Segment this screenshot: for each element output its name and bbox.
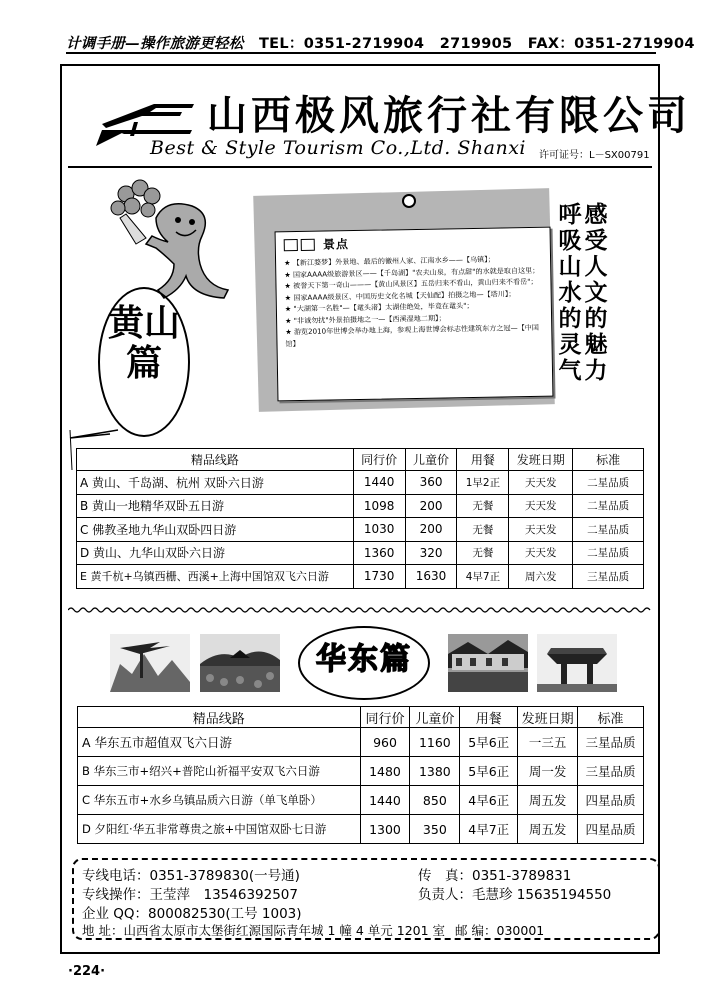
price-cell: 1480 <box>360 757 410 786</box>
huadong-badge-text: 华东篇 <box>316 642 412 677</box>
date-cell: 周一发 <box>518 757 578 786</box>
meal-cell: 4早6正 <box>460 786 518 815</box>
operator-value: 王莹萍 13546392507 <box>149 887 298 903</box>
attraction-item: ★ "大湖第一名胜"—【鼋头渚】太湖佳绝处，毕竟在鼋头"； <box>285 299 543 315</box>
table-row <box>77 565 644 589</box>
meal-cell: 4早7正 <box>457 565 509 589</box>
price-cell: 1730 <box>353 565 405 589</box>
standard-cell: 三星品质 <box>573 565 644 589</box>
col-header: 标准 <box>578 707 644 728</box>
col-header: 用餐 <box>460 707 518 728</box>
meal-cell: 1早2正 <box>457 471 509 495</box>
manager <box>418 883 611 903</box>
attraction-item: ★ 游览2010年世博会举办地上海，参观上海世博会标志性建筑东方之冠—【中国馆】 <box>285 322 543 349</box>
hotline <box>82 864 300 884</box>
square-icon <box>301 239 315 251</box>
price-cell: 1440 <box>353 471 405 495</box>
address-label: 地 址： <box>82 923 124 938</box>
standard-cell: 二星品质 <box>573 541 644 565</box>
operator <box>82 883 298 903</box>
header-underline <box>66 52 656 54</box>
col-header: 发班日期 <box>509 449 573 471</box>
qq <box>82 902 302 922</box>
date-cell: 一三五 <box>518 728 578 757</box>
table-row <box>77 541 644 565</box>
header-tel-2: 2719905 <box>439 36 513 52</box>
page-number: ·224· <box>68 964 106 979</box>
price-cell: 1360 <box>353 541 405 565</box>
header-strip <box>66 32 695 54</box>
huadong-route-table <box>77 706 644 844</box>
route-cell: A 黄山、千岛湖、杭州 双卧六日游 <box>77 471 354 495</box>
table-row <box>77 494 644 518</box>
postcode-label: 邮 编： <box>455 923 497 938</box>
standard-cell: 三星品质 <box>578 728 644 757</box>
fax <box>418 864 571 884</box>
table-header-row <box>77 449 644 471</box>
meal-cell: 无餐 <box>457 494 509 518</box>
child-price-cell: 1160 <box>410 728 460 757</box>
route-cell: D 夕阳红·华五非常尊贵之旅+中国馆双卧七日游 <box>78 815 361 844</box>
huangshan-badge-text: 黄山篇 <box>107 302 180 384</box>
table-row <box>78 728 644 757</box>
wave-divider <box>68 606 653 614</box>
photo-lake-pavilion <box>200 634 280 692</box>
manager-label: 负责人： <box>418 887 472 903</box>
slogan-line-1: 感受人文的魅力 <box>584 201 608 384</box>
header-rule <box>68 166 652 168</box>
date-cell: 天天发 <box>509 471 573 495</box>
date-cell: 周五发 <box>518 786 578 815</box>
photo-water-town <box>448 634 528 692</box>
attraction-item: ★ 国家AAAA级旅游景区——【千岛湖】"农夫山泉，有点甜"的水就是取自这里； <box>284 264 542 280</box>
meal-cell: 5早6正 <box>460 757 518 786</box>
meal-cell: 无餐 <box>457 518 509 542</box>
table-header-row <box>78 707 644 728</box>
header-fax-label: FAX： <box>527 36 575 52</box>
route-cell: D 黄山、九华山双卧六日游 <box>77 541 354 565</box>
attraction-item: ★ 国家AAAA级景区、中国历史文化名城【天仙配】拍摄之地—【塔川】； <box>285 287 543 303</box>
price-cell: 960 <box>360 728 410 757</box>
route-cell: E 黄千杭+乌镇西栅、西溪+上海中国馆双飞六日游 <box>77 565 354 589</box>
meal-cell: 5早6正 <box>460 728 518 757</box>
date-cell: 天天发 <box>509 541 573 565</box>
mascot-illustration <box>96 178 256 308</box>
col-header: 儿童价 <box>410 707 460 728</box>
attractions-list <box>284 253 544 349</box>
qq-value: 800082530(工号 1003) <box>148 906 302 922</box>
company-name-en: Best & Style Tourism Co.,Ltd. Shanxi <box>150 137 526 159</box>
photo-china-pavilion <box>537 634 617 692</box>
operator-label: 专线操作： <box>82 887 150 903</box>
fax-value: 0351-3789831 <box>472 868 572 884</box>
date-cell: 天天发 <box>509 518 573 542</box>
pin-icon <box>402 194 416 208</box>
table-row <box>78 786 644 815</box>
col-header: 同行价 <box>360 707 410 728</box>
route-cell: C 佛教圣地九华山双卧四日游 <box>77 518 354 542</box>
col-header: 精品线路 <box>77 449 354 471</box>
meal-cell: 无餐 <box>457 541 509 565</box>
child-price-cell: 200 <box>405 494 457 518</box>
standard-cell: 二星品质 <box>573 471 644 495</box>
attractions-title-text: 景点 <box>322 237 350 252</box>
standard-cell: 四星品质 <box>578 786 644 815</box>
date-cell: 周五发 <box>518 815 578 844</box>
license-number: 许可证号：L－SX00791 <box>539 150 650 161</box>
attractions-paper <box>275 227 554 402</box>
col-header: 用餐 <box>457 449 509 471</box>
postcode-value: 030001 <box>496 923 545 938</box>
price-cell: 1098 <box>353 494 405 518</box>
table-row <box>78 757 644 786</box>
route-cell: A 华东五市超值双飞六日游 <box>78 728 361 757</box>
address <box>82 921 544 939</box>
slogan-line-2: 呼吸山水的灵气 <box>558 201 582 384</box>
child-price-cell: 360 <box>405 471 457 495</box>
header-tel-1: 0351-2719904 <box>303 36 425 52</box>
manager-value: 毛慧珍 15635194550 <box>472 887 612 903</box>
route-cell: B 华东三市+绍兴+普陀山祈福平安双飞六日游 <box>78 757 361 786</box>
address-value: 山西省太原市太堡街红源国际青年城 1 幢 4 单元 1201 室 <box>123 923 446 938</box>
route-cell: C 华东五市+水乡乌镇品质六日游（单飞单卧） <box>78 786 361 815</box>
hotline-label: 专线电话： <box>82 868 150 884</box>
child-price-cell: 350 <box>410 815 460 844</box>
header-fax: 0351-2719904 <box>574 36 695 52</box>
meal-cell: 4早7正 <box>460 815 518 844</box>
contact-box <box>72 858 660 940</box>
col-header: 儿童价 <box>405 449 457 471</box>
child-price-cell: 200 <box>405 518 457 542</box>
qq-label: 企业 QQ： <box>82 906 149 922</box>
table-row <box>77 518 644 542</box>
standard-cell: 二星品质 <box>573 494 644 518</box>
standard-cell: 三星品质 <box>578 757 644 786</box>
col-header: 发班日期 <box>518 707 578 728</box>
attractions-title <box>284 232 542 254</box>
price-cell: 1030 <box>353 518 405 542</box>
child-price-cell: 320 <box>405 541 457 565</box>
header-slogan: 计调手册—操作旅游更轻松 <box>66 36 244 52</box>
hotline-value: 0351-3789830(一号通) <box>149 868 300 884</box>
standard-cell: 四星品质 <box>578 815 644 844</box>
col-header: 标准 <box>573 449 644 471</box>
header-tel-label: TEL： <box>258 36 304 52</box>
fax-label: 传 真： <box>418 868 472 884</box>
child-price-cell: 1630 <box>405 565 457 589</box>
price-cell: 1440 <box>360 786 410 815</box>
date-cell: 天天发 <box>509 494 573 518</box>
child-price-cell: 850 <box>410 786 460 815</box>
square-icon <box>284 239 298 251</box>
huangshan-route-table <box>76 448 644 589</box>
attraction-item: ★ 【新江婺梦】外景地、最后的徽州人家、江南水乡——【乌镇】； <box>284 253 542 269</box>
col-header: 精品线路 <box>78 707 361 728</box>
photo-pine-mountain <box>110 634 190 692</box>
date-cell: 周六发 <box>509 565 573 589</box>
attraction-item: ★ "非诚勿扰"外景拍摄地之一—【西溪湿地二期】； <box>285 310 543 326</box>
table-row <box>78 815 644 844</box>
attraction-item: ★ 被誉天下第一奇山———【黄山风景区】五岳归来不看山，黄山归来不看岳"； <box>284 276 542 292</box>
table-row <box>77 471 644 495</box>
company-name-cn: 山西极风旅行社有限公司 <box>207 92 691 139</box>
price-cell: 1300 <box>360 815 410 844</box>
route-cell: B 黄山一地精华双卧五日游 <box>77 494 354 518</box>
standard-cell: 二星品质 <box>573 518 644 542</box>
col-header: 同行价 <box>353 449 405 471</box>
child-price-cell: 1380 <box>410 757 460 786</box>
